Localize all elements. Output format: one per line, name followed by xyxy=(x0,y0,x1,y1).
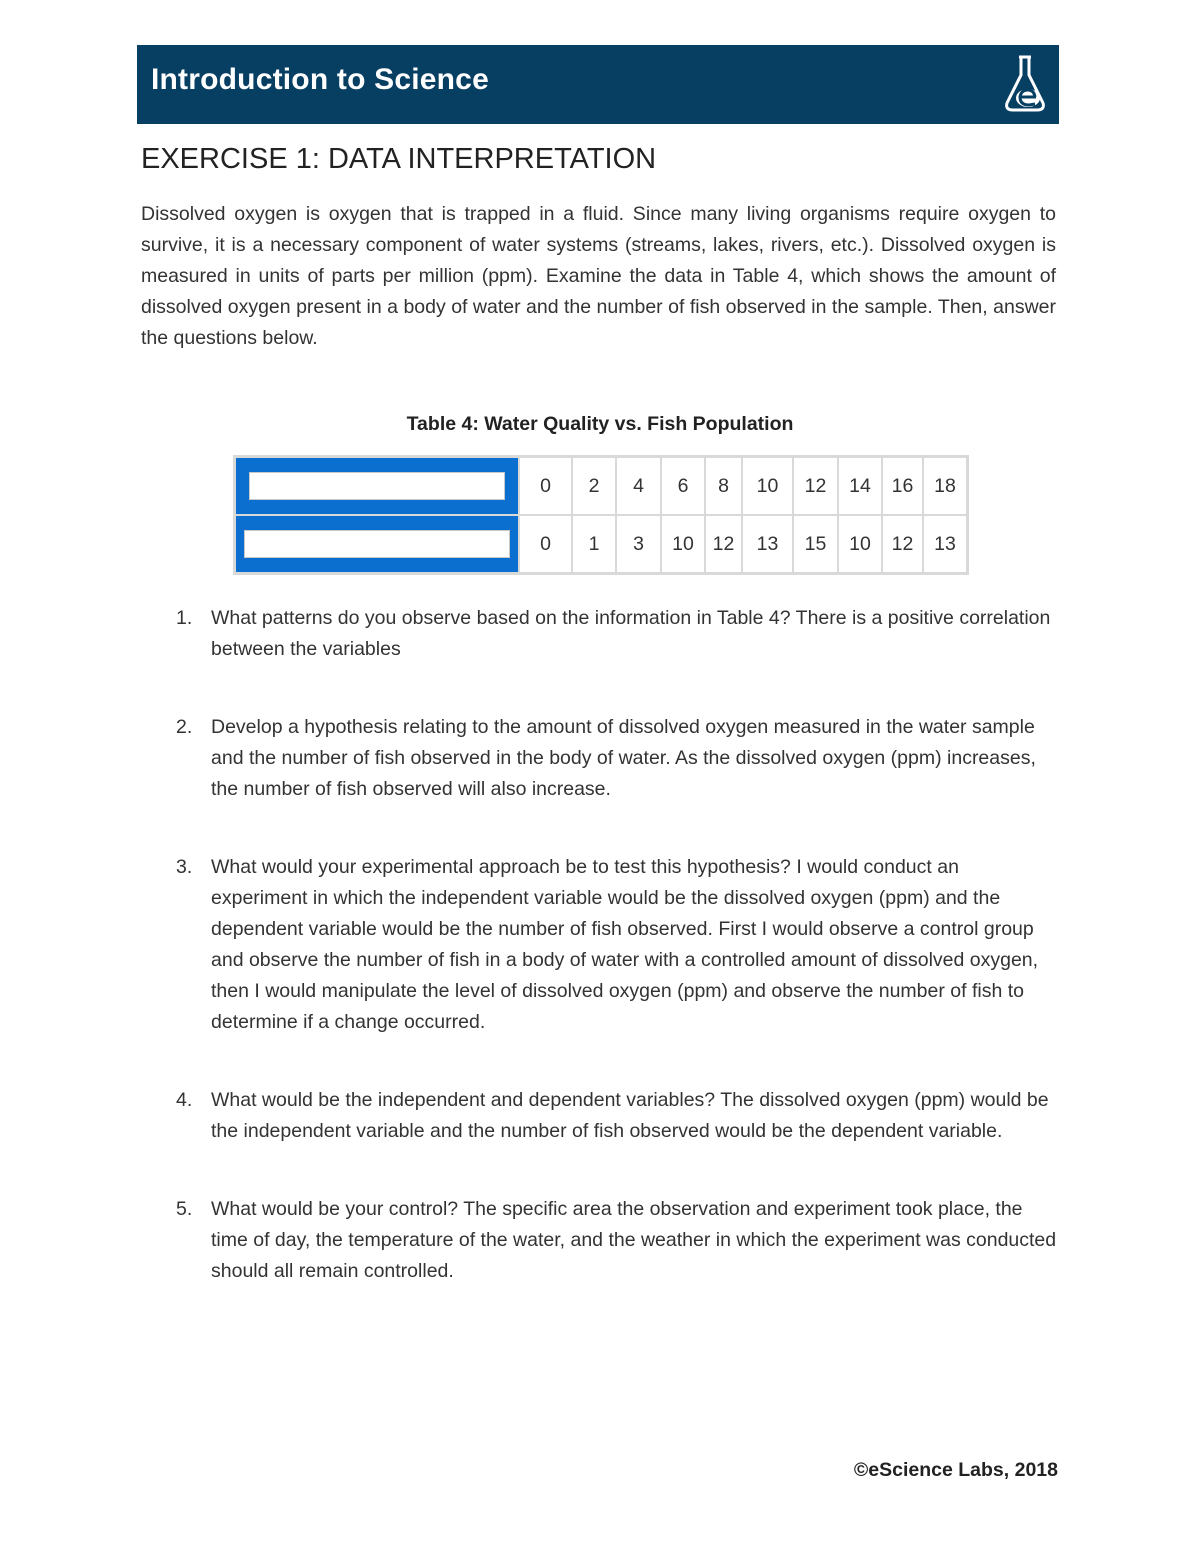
table-cell: 0 xyxy=(519,457,572,516)
question-text: What patterns do you observe based on the information in Table 4? There is a positive correlation between the variables xyxy=(211,607,1051,660)
table-cell: 10 xyxy=(742,457,793,516)
row-header-label xyxy=(249,472,505,500)
question-text: Develop a hypothesis relating to the amount of dissolved oxygen measured in the water sample and the number of fish observed in the body of water. As the dissolved oxygen (ppm) increases, the number of fish observed will also increase. xyxy=(211,716,1036,800)
question-number: 1. xyxy=(176,607,193,629)
table-cell: 12 xyxy=(705,515,742,574)
question-item xyxy=(170,1085,1060,1147)
table-cell: 13 xyxy=(742,515,793,574)
exercise-title: EXERCISE 1: DATA INTERPRETATION xyxy=(141,143,657,175)
question-item xyxy=(170,603,1060,665)
question-text: What would be your control? The specific area the observation and experiment took place, the time of day, the temperature of the water, and the weather in which the experiment was conducted should all remain controlled. xyxy=(211,1198,1057,1282)
question-text: What would your experimental approach be to test this hypothesis? I would conduct an experiment in which the independent variable would be the dissolved oxygen (ppm) and the dependent variable would be the number of fish observed. First I would observe a control group and observe the number of fish in a body of water with a controlled amount of dissolved oxygen, then I would manipulate the level of dissolved oxygen (ppm) and observe the number of fish to determine if a change occurred. xyxy=(211,856,1039,1033)
table-cell: 0 xyxy=(519,515,572,574)
table-cell: 16 xyxy=(882,457,923,516)
table-cell: 13 xyxy=(923,515,968,574)
table-cell: 12 xyxy=(882,515,923,574)
header-title: Introduction to Science xyxy=(151,63,489,96)
intro-paragraph: Dissolved oxygen is oxygen that is trapped in a fluid. Since many living organisms require oxygen to survive, it is a necessary component of water systems (streams, lakes, rivers, etc.). Dissolved oxygen is measured in units of parts per million (ppm). Examine the data in Table 4, which shows the amount of dissolved oxygen present in a body of water and the number of fish observed in the sample. Then, answer the questions below. xyxy=(141,203,1056,349)
table-caption: Table 4: Water Quality vs. Fish Population xyxy=(406,413,794,435)
question-item xyxy=(170,1194,1060,1287)
row-header-label xyxy=(244,530,510,558)
data-table xyxy=(233,455,969,575)
table-cell: 4 xyxy=(616,457,661,516)
table-cell: 12 xyxy=(793,457,838,516)
row-header-cell xyxy=(235,457,520,516)
question-text: What would be the independent and dependent variables? The dissolved oxygen (ppm) would be the independent variable and the number of fish observed would be the dependent variable. xyxy=(211,1089,1049,1142)
table-cell: 15 xyxy=(793,515,838,574)
question-number: 4. xyxy=(176,1089,193,1111)
question-item xyxy=(170,852,1060,1038)
table-cell: 14 xyxy=(838,457,882,516)
table-cell: 2 xyxy=(572,457,616,516)
question-item xyxy=(170,712,1060,805)
question-number: 5. xyxy=(176,1198,193,1220)
flask-e-logo-icon xyxy=(1001,53,1049,115)
table-cell: 8 xyxy=(705,457,742,516)
question-number: 2. xyxy=(176,716,193,738)
question-number: 3. xyxy=(176,856,193,878)
table-row xyxy=(235,515,968,574)
table-cell: 6 xyxy=(661,457,705,516)
header-bar xyxy=(137,45,1059,124)
table-cell: 3 xyxy=(616,515,661,574)
footer-copyright: ©eScience Labs, 2018 xyxy=(853,1459,1058,1481)
table-cell: 1 xyxy=(572,515,616,574)
row-header-cell xyxy=(235,515,520,574)
table-cell: 10 xyxy=(838,515,882,574)
table-cell: 18 xyxy=(923,457,968,516)
question-list xyxy=(170,603,1060,1287)
table-cell: 10 xyxy=(661,515,705,574)
table-row xyxy=(235,457,968,516)
